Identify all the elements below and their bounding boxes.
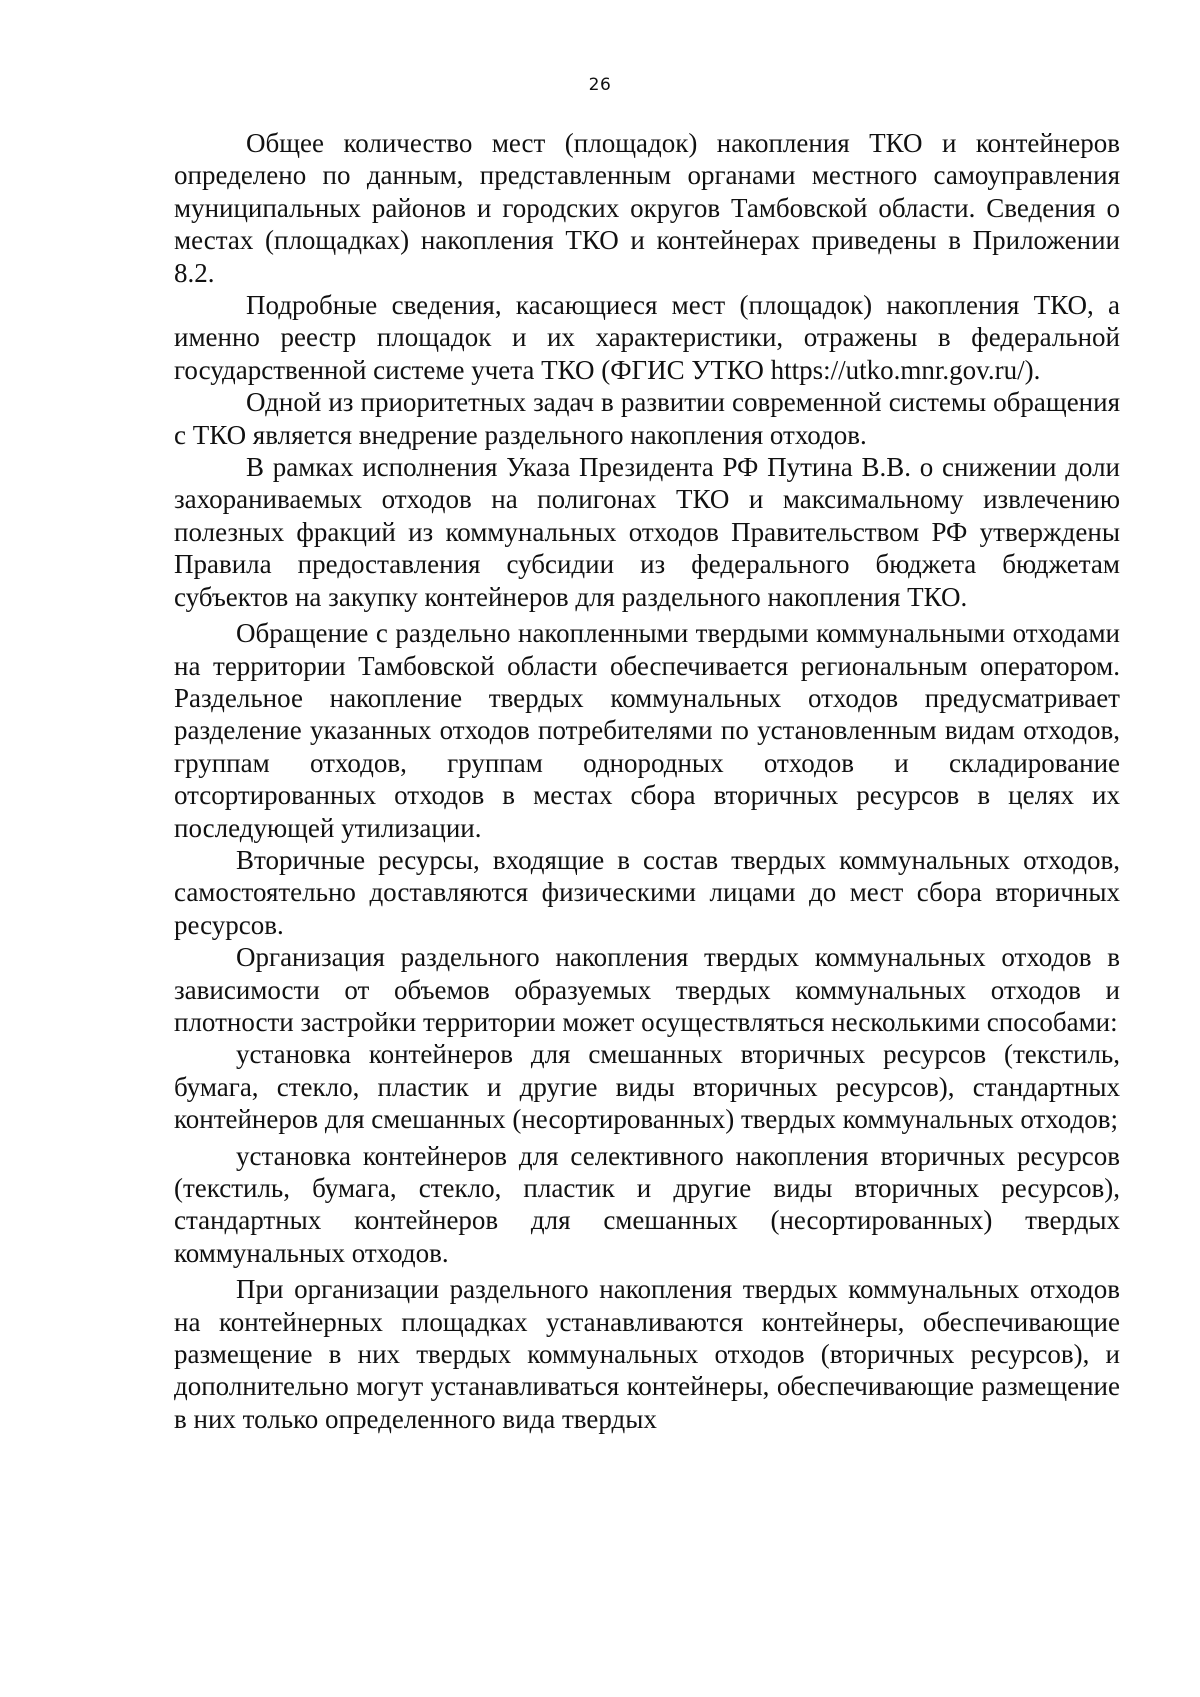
- paragraph-organization-methods: Организация раздельного накопления твердых коммунальных отходов в зависимости от объемов образуемых твердых коммунальных отходов и плотности застройки территории может осуществляться несколькими способами:: [174, 942, 1120, 1037]
- list-item-mixed-containers: установка контейнеров для смешанных вторичных ресурсов (текстиль, бумага, стекло, пластик и другие виды вторичных ресурсов), стандартных контейнеров для смешанных (несортированных) твердых коммунальных отходов;: [174, 1039, 1120, 1135]
- paragraph-regional-operator: Обращение с раздельно накопленными твердыми коммунальными отходами на территории Тамбовской области обеспечивается региональным оператором. Раздельное накопление твердых коммунальных отходов предусматривает разделение указанных отходов потребителями по установленным видам отходов, группам отходов, группам однородных отходов и складирование отсортированных отходов в местах сбора вторичных ресурсов в целях их последующей утилизации.: [174, 618, 1120, 843]
- paragraph-container-sites-setup: При организации раздельного накопления твердых коммунальных отходов на контейнерных площадках устанавливаются контейнеры, обеспечивающие размещение в них твердых коммунальных отходов (вторичных ресурсов), и дополнительно могут устанавливаться контейнеры, обеспечивающие размещение в них только определенного вида твердых: [174, 1274, 1120, 1434]
- paragraph-fgis-registry: Подробные сведения, касающиеся мест (площадок) накопления ТКО, а именно реестр площадок и их характеристики, отражены в федеральной государственной системе учета ТКО (ФГИС УТКО https://utko.mnr.gov.ru/).: [174, 290, 1120, 385]
- document-body: [174, 127, 1120, 1435]
- paragraph-priority-task: Одной из приоритетных задач в развитии современной системы обращения с ТКО является внедрение раздельного накопления отходов.: [174, 387, 1120, 450]
- paragraph-container-sites: Общее количество мест (площадок) накопления ТКО и контейнеров определено по данным, представленным органами местного самоуправления муниципальных районов и городских округов Тамбовской области. Сведения о местах (площадках) накопления ТКО и контейнерах приведены в Приложении 8.2.: [174, 128, 1120, 288]
- paragraph-presidential-decree: В рамках исполнения Указа Президента РФ Путина В.В. о снижении доли захораниваемых отходов на полигонах ТКО и максимальному извлечению полезных фракций из коммунальных отходов Правительством РФ утверждены Правила предоставления субсидии из федерального бюджета бюджетам субъектов на закупку контейнеров для раздельного накопления ТКО.: [174, 452, 1120, 612]
- list-item-selective-containers: установка контейнеров для селективного накопления вторичных ресурсов (текстиль, бумага, стекло, пластик и другие виды вторичных ресурсов), стандартных контейнеров для смешанных (несортированных) твердых коммунальных отходов.: [174, 1140, 1120, 1268]
- page-number: 26: [588, 75, 612, 95]
- paragraph-secondary-resources: Вторичные ресурсы, входящие в состав твердых коммунальных отходов, самостоятельно доставляются физическими лицами до мест сбора вторичных ресурсов.: [174, 844, 1120, 940]
